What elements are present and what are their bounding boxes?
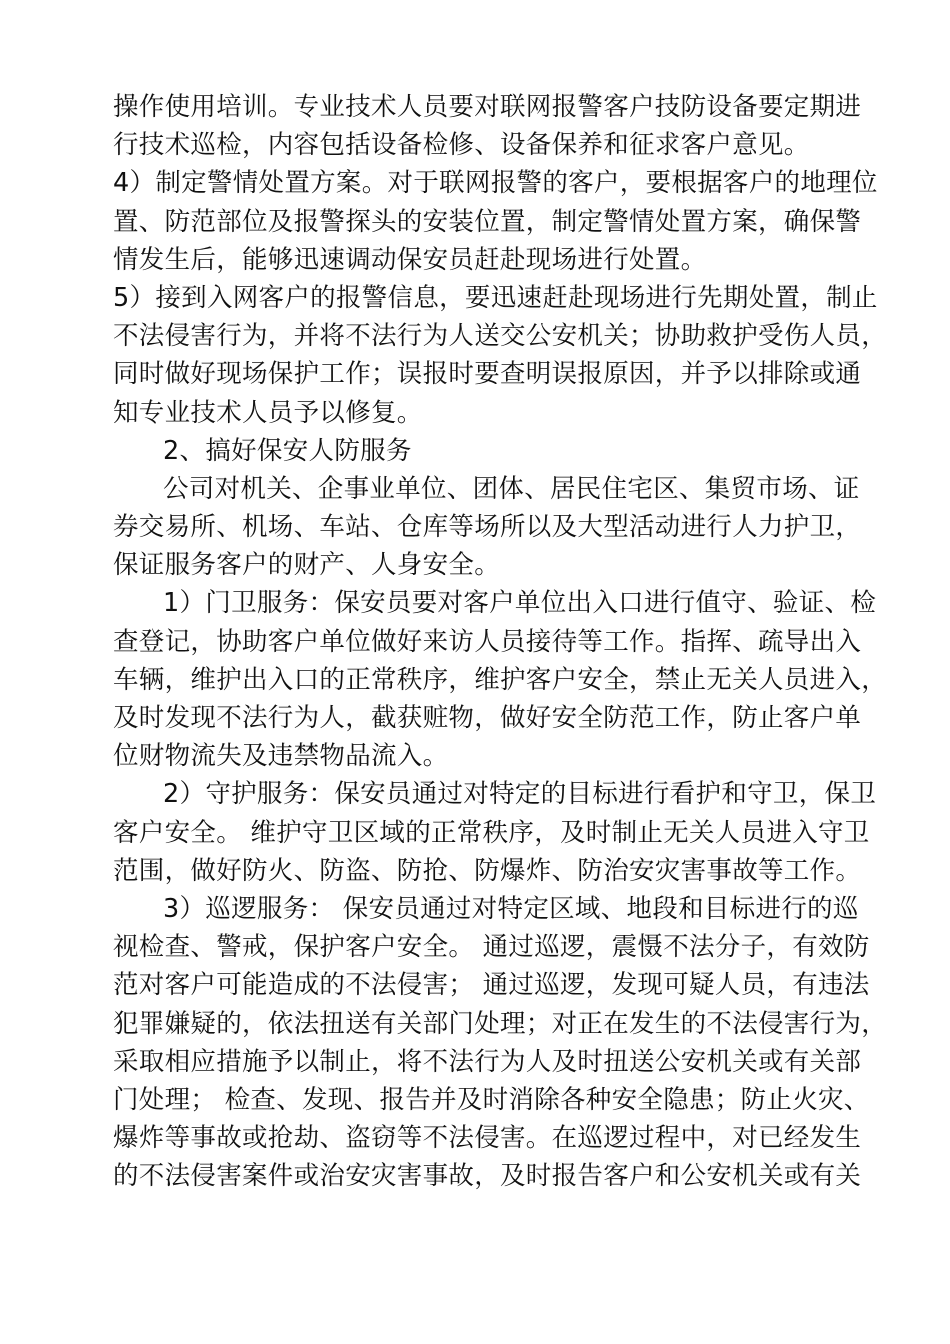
text-line: 保证服务客户的财产、人身安全。 xyxy=(113,550,501,581)
text-line: 行技术巡检，内容包括设备检修、设备保养和征求客户意见。 xyxy=(113,130,810,161)
text-line: 券交易所、机场、车站、仓库等场所以及大型活动进行人力护卫， xyxy=(113,512,862,543)
text-line: 操作使用培训。专业技术人员要对联网报警客户技防设备要定期进 xyxy=(113,92,862,122)
text-line: 查登记，协助客户单位做好来访人员接待等工作。指挥、疏导出入 xyxy=(113,626,862,657)
text-line: 及时发现不法行为人，截获赃物，做好安全防范工作，防止客户单 xyxy=(113,703,862,733)
text-line: 范对客户可能造成的不法侵害； 通过巡逻，发现可疑人员，有违法 xyxy=(113,970,870,1001)
text-line: 不法侵害行为，并将不法行为人送交公安机关；协助救护受伤人员， xyxy=(113,321,888,352)
text-line: 知专业技术人员予以修复。 xyxy=(113,397,423,428)
text-line: 爆炸等事故或抢劫、盗窃等不法侵害。在巡逻过程中，对已经发生 xyxy=(113,1123,862,1154)
text-line: 采取相应措施予以制止，将不法行为人及时扭送公安机关或有关部 xyxy=(113,1046,862,1077)
text-line: 车辆，维护出入口的正常秩序，维护客户安全，禁止无关人员进入， xyxy=(113,664,888,695)
text-line: 范围，做好防火、防盗、防抢、防爆炸、防治安灾害事故等工作。 xyxy=(113,855,862,886)
text-line: 5）接到入网客户的报警信息，要迅速赶赴现场进行先期处置，制止 xyxy=(113,282,878,313)
text-line: 位财物流失及违禁物品流入。 xyxy=(113,741,449,772)
text-line: 犯罪嫌疑的，依法扭送有关部门处理；对正在发生的不法侵害行为， xyxy=(113,1008,888,1039)
text-line: 2）守护服务：保安员通过对特定的目标进行看护和守卫，保卫 xyxy=(163,779,877,810)
body-text xyxy=(113,88,888,1195)
text-line: 视检查、警戒，保护客户安全。 通过巡逻，震慑不法分子，有效防 xyxy=(113,932,870,963)
text-line: 客户安全。 维护守卫区域的正常秩序，及时制止无关人员进入守卫 xyxy=(113,817,870,848)
text-line: 4）制定警情处置方案。对于联网报警的客户，要根据客户的地理位 xyxy=(113,168,878,199)
text-line: 情发生后，能够迅速调动保安员赶赴现场进行处置。 xyxy=(113,244,707,275)
text-line: 的不法侵害案件或治安灾害事故，及时报告客户和公安机关或有关 xyxy=(113,1161,862,1192)
text-line: 公司对机关、企事业单位、团体、居民住宅区、集贸市场、证 xyxy=(163,473,860,504)
text-line: 1）门卫服务：保安员要对客户单位出入口进行值守、验证、检 xyxy=(163,588,877,619)
text-line: 3）巡逻服务： 保安员通过对特定区域、地段和目标进行的巡 xyxy=(163,893,859,924)
section-heading: 2、搞好保安人防服务 xyxy=(163,435,412,466)
text-line: 门处理； 检查、发现、报告并及时消除各种安全隐患；防止火灾、 xyxy=(113,1084,870,1115)
text-line: 同时做好现场保护工作；误报时要查明误报原因，并予以排除或通 xyxy=(113,359,862,390)
text-line: 置、防范部位及报警探头的安装位置，制定警情处置方案，确保警 xyxy=(113,206,862,237)
